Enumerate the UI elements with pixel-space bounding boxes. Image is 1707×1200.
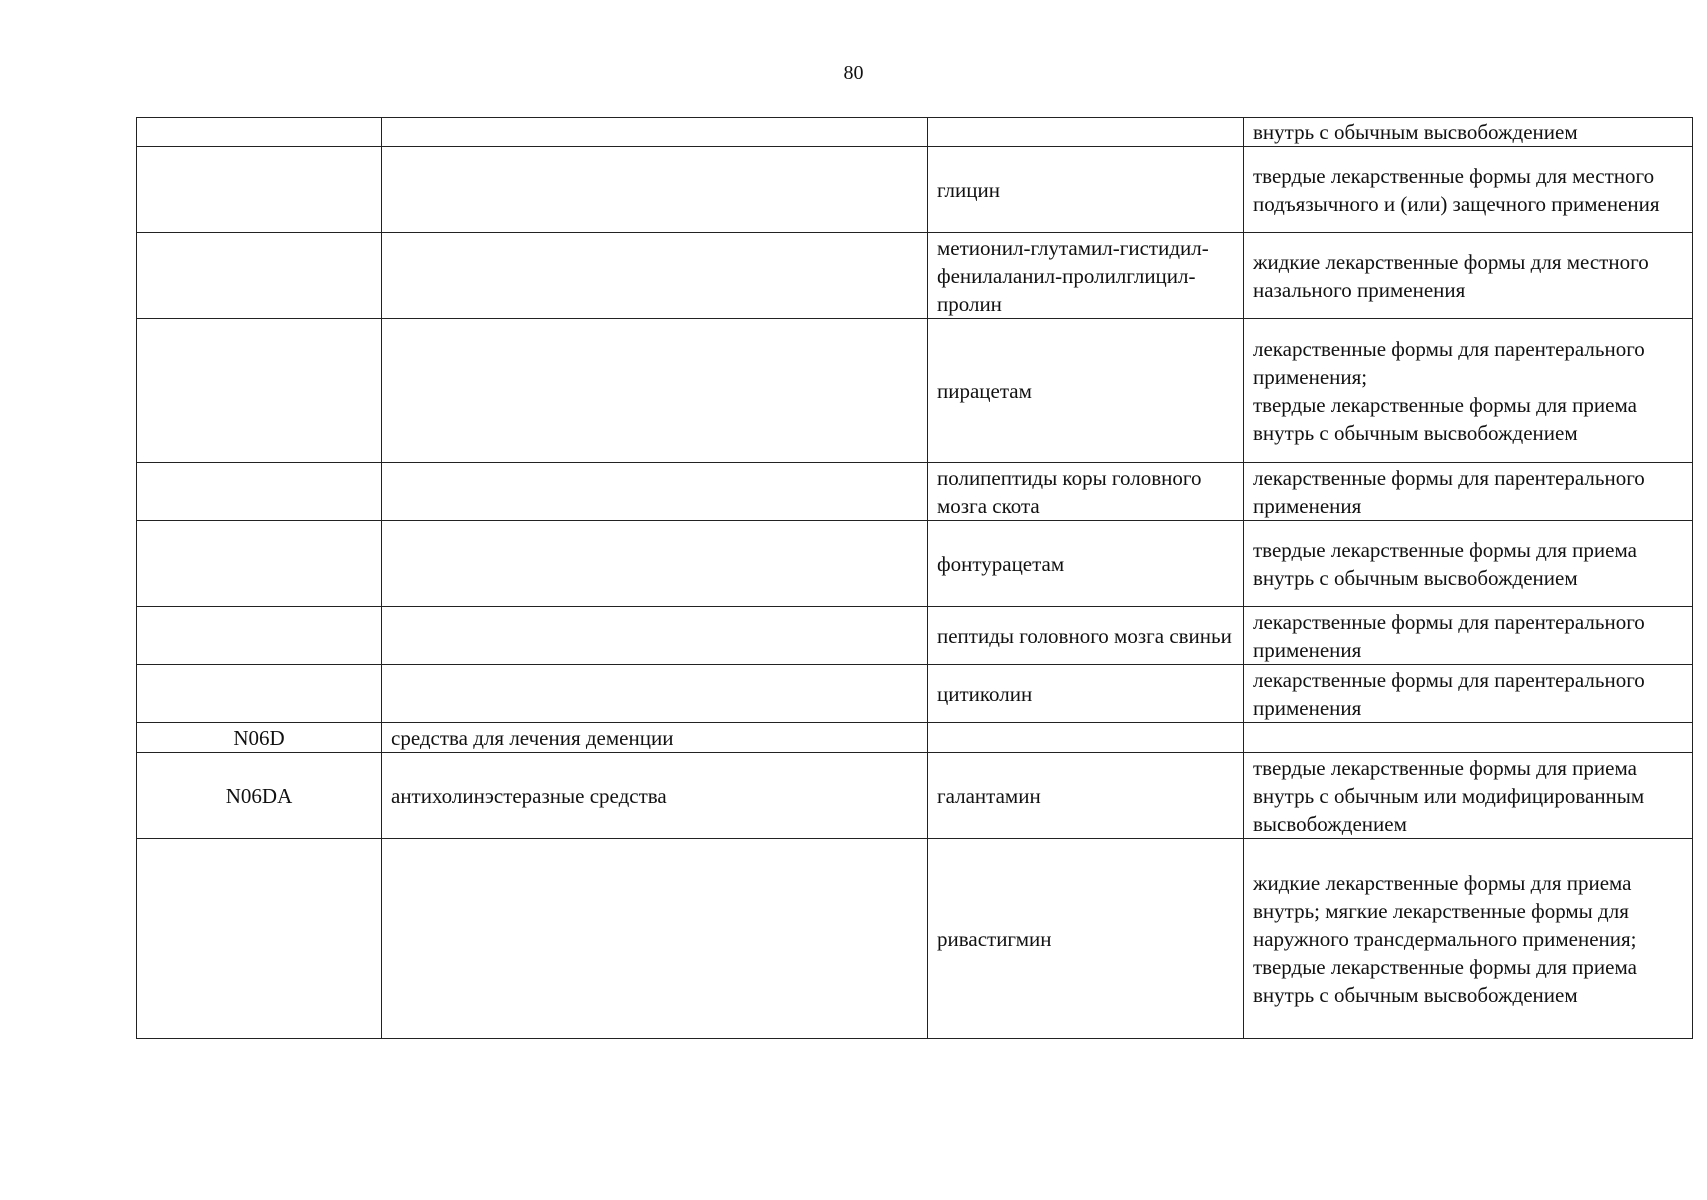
atc-group-cell: [382, 607, 928, 665]
atc-group-cell: [382, 665, 928, 723]
dosage-form-cell: лекарственные формы для парентерального применения: [1244, 665, 1693, 723]
atc-group-cell: [382, 319, 928, 463]
dosage-form-cell: жидкие лекарственные формы для приема внутрь; мягкие лекарственные формы для наружного трансдермального применения; твердые лекарственные формы для приема внутрь с обычным высвобождением: [1244, 839, 1693, 1039]
atc-group-cell: [382, 839, 928, 1039]
table-row: [137, 521, 1693, 607]
atc-group-cell: средства для лечения деменции: [382, 723, 928, 753]
drug-name-cell: пептиды головного мозга свиньи: [928, 607, 1244, 665]
drug-name-cell: цитиколин: [928, 665, 1244, 723]
page-number: 80: [843, 62, 864, 84]
table-row: [137, 607, 1693, 665]
atc-code-cell: [137, 665, 382, 723]
atc-code-cell: [137, 607, 382, 665]
drug-name-cell: метионил-глутамил-гистидил-фенилаланил-пролилглицил-пролин: [928, 233, 1244, 319]
dosage-form-cell: внутрь с обычным высвобождением: [1244, 118, 1693, 147]
atc-code-cell: [137, 463, 382, 521]
atc-group-cell: [382, 147, 928, 233]
drug-name-cell: фонтурацетам: [928, 521, 1244, 607]
atc-code-cell: [137, 319, 382, 463]
atc-code-cell: [137, 839, 382, 1039]
dosage-form-cell: твердые лекарственные формы для местного подъязычного и (или) защечного применения: [1244, 147, 1693, 233]
table-row: [137, 839, 1693, 1039]
table-row: [137, 665, 1693, 723]
dosage-form-cell: твердые лекарственные формы для приема внутрь с обычным высвобождением: [1244, 521, 1693, 607]
drug-list-table: [136, 117, 1693, 1039]
table-row: [137, 753, 1693, 839]
table-row: [137, 233, 1693, 319]
dosage-form-cell: твердые лекарственные формы для приема внутрь с обычным или модифицированным высвобождением: [1244, 753, 1693, 839]
atc-code-cell: [137, 233, 382, 319]
atc-group-cell: [382, 118, 928, 147]
atc-code-cell: N06DA: [137, 753, 382, 839]
atc-group-cell: [382, 233, 928, 319]
drug-name-cell: пирацетам: [928, 319, 1244, 463]
atc-group-cell: [382, 463, 928, 521]
atc-code-cell: N06D: [137, 723, 382, 753]
dosage-form-cell: [1244, 723, 1693, 753]
dosage-form-cell: жидкие лекарственные формы для местного назального применения: [1244, 233, 1693, 319]
dosage-form-cell: лекарственные формы для парентерального применения; твердые лекарственные формы для приема внутрь с обычным высвобождением: [1244, 319, 1693, 463]
atc-code-cell: [137, 147, 382, 233]
table-row: [137, 723, 1693, 753]
dosage-form-cell: лекарственные формы для парентерального применения: [1244, 463, 1693, 521]
drug-name-cell: ривастигмин: [928, 839, 1244, 1039]
table-row: [137, 319, 1693, 463]
atc-group-cell: [382, 521, 928, 607]
drug-name-cell: глицин: [928, 147, 1244, 233]
atc-code-cell: [137, 521, 382, 607]
table-row: [137, 147, 1693, 233]
dosage-form-cell: лекарственные формы для парентерального применения: [1244, 607, 1693, 665]
drug-name-cell: полипептиды коры головного мозга скота: [928, 463, 1244, 521]
table-row: [137, 118, 1693, 147]
drug-name-cell: [928, 118, 1244, 147]
drug-name-cell: галантамин: [928, 753, 1244, 839]
atc-group-cell: антихолинэстеразные средства: [382, 753, 928, 839]
table-row: [137, 463, 1693, 521]
atc-code-cell: [137, 118, 382, 147]
drug-name-cell: [928, 723, 1244, 753]
